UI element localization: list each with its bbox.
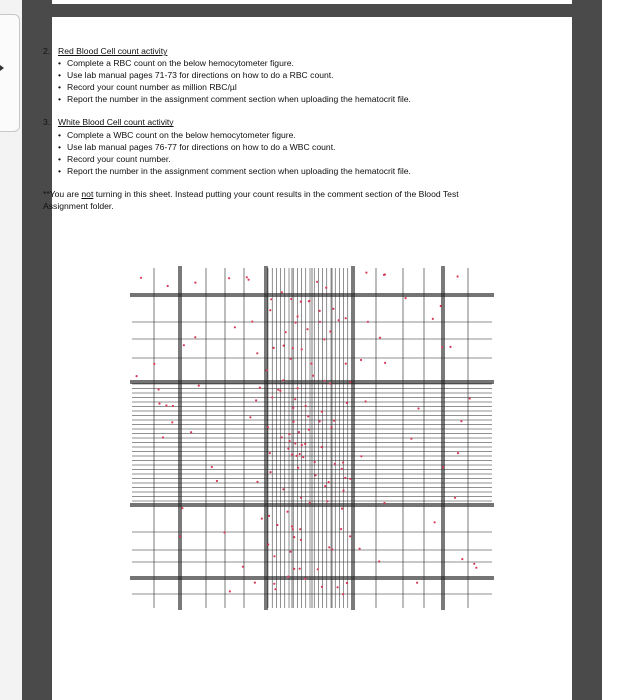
blood-cell — [301, 348, 303, 350]
blood-cell — [251, 321, 253, 323]
blood-cell — [294, 398, 296, 400]
blood-cell — [167, 285, 169, 287]
blood-cell — [211, 466, 213, 468]
rbc-bullet: • Record your count number as million RBC/µl — [67, 81, 503, 93]
blood-cell — [288, 433, 290, 435]
hemocytometer-grid — [128, 262, 496, 614]
blood-cell — [309, 502, 311, 504]
blood-cell — [469, 397, 471, 399]
blood-cell — [287, 448, 289, 450]
blood-cell — [293, 421, 295, 423]
blood-cell — [295, 322, 297, 324]
blood-cell — [291, 454, 293, 456]
blood-cell — [254, 582, 256, 584]
blood-cell — [234, 326, 236, 328]
blood-cell — [300, 301, 302, 303]
blood-cell — [162, 436, 164, 438]
blood-cell — [158, 403, 160, 405]
blood-cell — [290, 358, 292, 360]
blood-cell — [285, 331, 287, 333]
blood-cell — [228, 277, 230, 279]
blood-cell — [299, 568, 301, 570]
blood-cell — [286, 511, 288, 513]
blood-cell — [379, 337, 381, 339]
blood-cell — [273, 583, 275, 585]
blood-cell — [307, 415, 309, 417]
blood-cell — [293, 568, 295, 570]
play-arrow-icon — [0, 62, 4, 74]
blood-cell — [319, 321, 321, 323]
blood-cell — [181, 507, 183, 509]
blood-cell — [300, 497, 302, 499]
blood-cell — [332, 308, 334, 310]
wbc-bullet-list — [43, 129, 503, 177]
blood-cell — [301, 444, 303, 446]
blood-cell — [276, 524, 278, 526]
blood-cell — [345, 317, 347, 319]
blood-cell — [326, 500, 328, 502]
blood-cell — [308, 429, 310, 431]
blood-cell — [349, 535, 351, 537]
blood-cell — [304, 443, 306, 445]
wbc-number: 3. — [43, 117, 51, 128]
blood-cell — [261, 518, 263, 520]
blood-cell — [279, 390, 281, 392]
blood-cell — [319, 420, 321, 422]
blood-cell — [259, 387, 261, 389]
blood-cell — [342, 461, 344, 463]
blood-cell — [300, 539, 302, 541]
wbc-bullet: • Use lab manual pages 76-77 for directions on how to do a WBC count. — [67, 141, 503, 153]
blood-cell — [306, 328, 308, 330]
rbc-number: 2. — [43, 46, 51, 56]
wbc-bullet: • Report the number in the assignment comment section when uploading the hematocrit file. — [67, 165, 503, 177]
blood-cell — [457, 452, 459, 454]
blood-cell — [229, 590, 231, 592]
blood-cell — [383, 502, 385, 504]
blood-cell — [340, 528, 342, 530]
blood-cell — [287, 576, 289, 578]
blood-cell — [338, 319, 340, 321]
rbc-section — [43, 45, 503, 105]
wbc-bullet: • Record your count number. — [67, 153, 503, 165]
blood-cell — [172, 405, 174, 407]
note-prefix: **You are — [43, 188, 82, 199]
blood-cell — [291, 525, 293, 527]
blood-cell — [324, 485, 326, 487]
blood-cell — [460, 420, 462, 422]
blood-cell — [345, 363, 347, 365]
blood-cell — [384, 362, 386, 364]
blood-cell — [321, 411, 323, 413]
blood-cell — [158, 388, 160, 390]
blood-cell — [329, 383, 331, 385]
blood-cell — [416, 582, 418, 584]
blood-cell — [277, 389, 279, 391]
blood-cell — [311, 363, 313, 365]
blood-cell — [440, 305, 442, 307]
blood-cell — [473, 563, 475, 565]
blood-cell — [273, 555, 275, 557]
blood-cell — [269, 452, 271, 454]
blood-cell — [269, 309, 271, 311]
blood-cell — [342, 593, 344, 595]
blood-cell — [309, 300, 311, 302]
blood-cell — [378, 560, 380, 562]
blood-cell — [294, 442, 296, 444]
blood-cell — [367, 321, 369, 323]
blood-cell — [328, 481, 330, 483]
blood-cell — [314, 461, 316, 463]
blood-cell — [410, 438, 412, 440]
blood-cell — [136, 375, 138, 377]
wbc-bullet: • Complete a WBC count on the below hemocytometer figure. — [67, 129, 503, 141]
blood-cell — [268, 515, 270, 517]
blood-cell — [417, 407, 419, 409]
wbc-heading — [43, 116, 503, 128]
blood-cell — [434, 521, 436, 523]
blood-cell — [317, 568, 319, 570]
blood-cell — [349, 381, 351, 383]
blood-cell — [304, 578, 306, 580]
blood-cell — [349, 478, 351, 480]
blood-cell — [290, 298, 292, 300]
wbc-section — [43, 116, 503, 176]
blood-cell — [299, 528, 301, 530]
blood-cell — [325, 287, 327, 289]
blood-cell — [359, 548, 361, 550]
blood-cell — [319, 310, 321, 312]
blood-cell — [198, 385, 200, 387]
blood-cell — [171, 421, 173, 423]
blood-cell — [302, 456, 304, 458]
expand-panel-button[interactable] — [0, 14, 20, 132]
blood-cell — [449, 346, 451, 348]
blood-cell — [298, 431, 300, 433]
blood-cell — [223, 531, 225, 533]
blood-cell — [461, 558, 463, 560]
blood-cell — [140, 277, 142, 279]
rbc-title: Red Blood Cell count activity — [58, 46, 168, 56]
blood-cell — [292, 407, 294, 409]
blood-cell — [249, 416, 251, 418]
blood-cell — [454, 497, 456, 499]
blood-cell — [296, 455, 298, 457]
blood-cell — [324, 380, 326, 382]
blood-cell — [165, 404, 167, 406]
blood-cell — [269, 471, 271, 473]
blood-cell — [316, 281, 318, 283]
blood-cell — [341, 468, 343, 470]
blood-cell — [267, 543, 269, 545]
blood-cell — [271, 396, 273, 398]
blood-cell — [333, 420, 335, 422]
blood-cell — [321, 446, 323, 448]
blood-cell — [179, 535, 181, 537]
blood-cell — [270, 298, 272, 300]
blood-cell — [331, 548, 333, 550]
rbc-bullet: • Report the number in the assignment comment section when uploading the hematocrit file. — [67, 93, 503, 105]
blood-cell — [365, 272, 367, 274]
blood-cell — [256, 481, 258, 483]
blood-cell — [246, 276, 248, 278]
blood-cell — [297, 387, 299, 389]
note-text — [43, 188, 488, 212]
hemocytometer-figure — [128, 262, 496, 619]
blood-cell — [292, 347, 294, 349]
blood-cell — [292, 528, 294, 530]
blood-cell — [337, 586, 339, 588]
blood-cell — [360, 359, 362, 361]
blood-cell — [153, 363, 155, 365]
rbc-bullet: • Use lab manual pages 71-73 for directions on how to do a RBC count. — [67, 69, 503, 81]
blood-cell — [475, 567, 477, 569]
blood-cell — [314, 474, 316, 476]
blood-cell — [297, 467, 299, 469]
blood-cell — [405, 297, 407, 299]
blood-cell — [267, 426, 269, 428]
blood-cell — [342, 490, 344, 492]
blood-cell — [242, 566, 244, 568]
blood-cell — [281, 291, 283, 293]
blood-cell — [312, 375, 314, 377]
blood-cell — [341, 508, 343, 510]
previous-page-edge — [52, 0, 572, 4]
page-content — [43, 45, 503, 212]
blood-cell — [194, 282, 196, 284]
note-emphasis: not — [81, 188, 94, 199]
blood-cell — [441, 346, 443, 348]
blood-cell — [183, 344, 185, 346]
blood-cell — [293, 536, 295, 538]
blood-cell — [248, 279, 250, 281]
blood-cell — [360, 455, 362, 457]
wbc-title: White Blood Cell count activity — [58, 117, 174, 128]
blood-cell — [190, 431, 192, 433]
blood-cell — [216, 480, 218, 482]
blood-cell — [283, 345, 285, 347]
blood-cell — [282, 488, 284, 490]
rbc-heading — [43, 45, 503, 57]
blood-cell — [329, 330, 331, 332]
blood-cell — [305, 405, 307, 407]
note-suffix: turning in this sheet. Instead putting your count results in the comment section of the Blood Test Assignment folder. — [43, 188, 459, 212]
rbc-bullet-list — [43, 57, 503, 105]
blood-cell — [289, 440, 291, 442]
rbc-bullet: • Complete a RBC count on the below hemocytometer figure. — [67, 57, 503, 69]
blood-cell — [457, 275, 459, 277]
blood-cell — [328, 546, 330, 548]
blood-cell — [265, 369, 267, 371]
blood-cell — [383, 274, 385, 276]
blood-cell — [442, 466, 444, 468]
blood-cell — [432, 318, 434, 320]
blood-cell — [256, 352, 258, 354]
blood-cell — [289, 551, 291, 553]
blood-cell — [344, 477, 346, 479]
blood-cell — [299, 453, 301, 455]
blood-cell — [346, 582, 348, 584]
blood-cell — [323, 338, 325, 340]
blood-cell — [365, 400, 367, 402]
blood-cell — [282, 379, 284, 381]
blood-cell — [297, 315, 299, 317]
blood-cell — [346, 402, 348, 404]
blood-cell — [281, 436, 283, 438]
blood-cell — [255, 399, 257, 401]
blood-cell — [321, 586, 323, 588]
blood-cell — [274, 588, 276, 590]
blood-cell — [334, 463, 336, 465]
blood-cell — [273, 347, 275, 349]
blood-cell — [330, 426, 332, 428]
blood-cell — [194, 336, 196, 338]
